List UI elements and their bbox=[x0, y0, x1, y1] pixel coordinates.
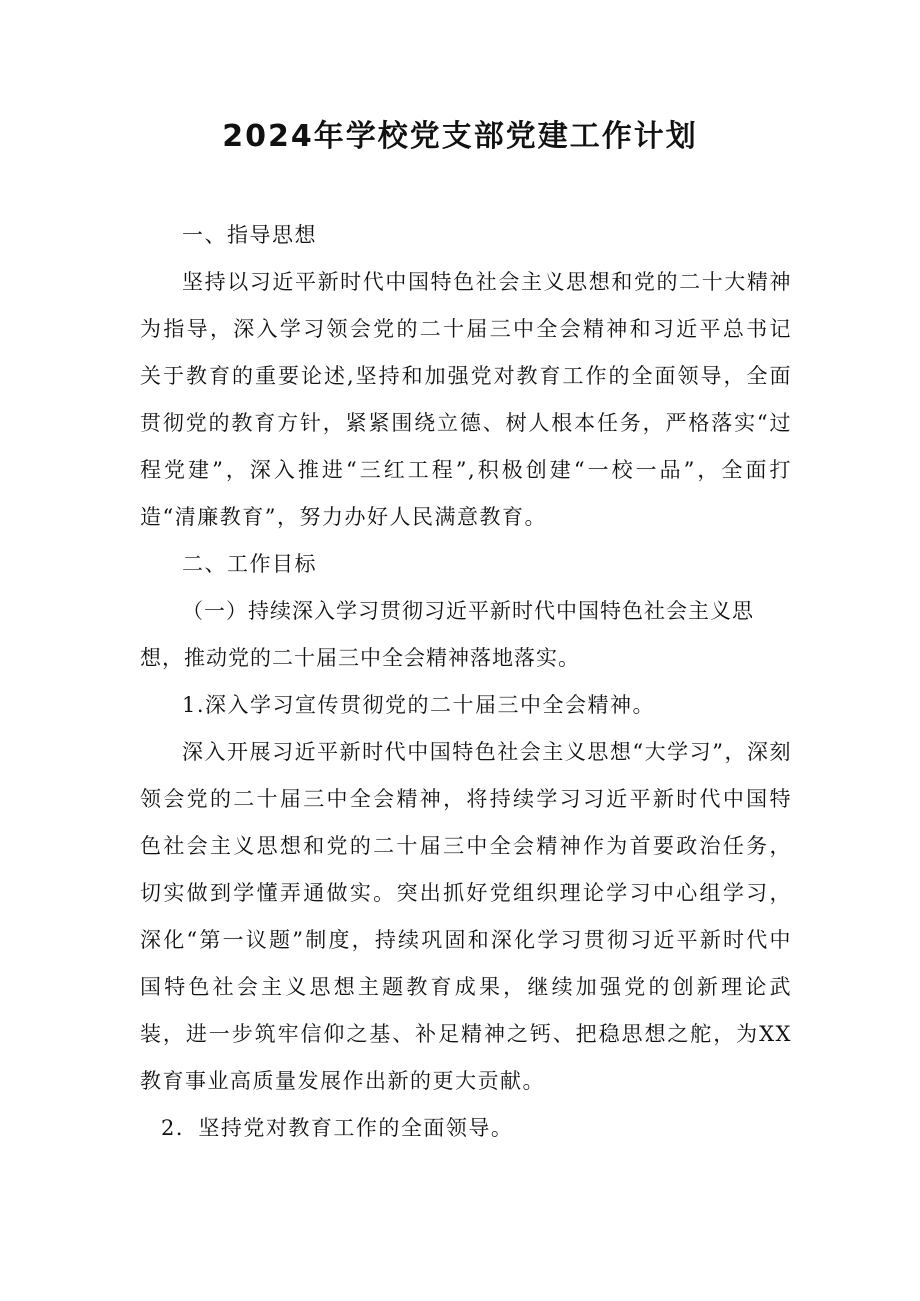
work-goal-item-1-paragraph: 深入开展习近平新时代中国特色社会主义思想“大学习”，深刻领会党的二十届三中全会精神，将持续学习习近平新时代中国特色社会主义思想和党的二十届三中全会精神作为首要政治任务，切实做到学懂弄通做实。突出抓好党组织理论学习中心组学习，深化“第一议题”制度，持续巩固和深化学习贯彻习近平新时代中国特色社会主义思想主题教育成果，继续加强党的创新理论武装，进一步筑牢信仰之基、补足精神之钙、把稳思想之舵，为XX教育事业高质量发展作出新的更大贡献。 bbox=[140, 740, 792, 1093]
guiding-thought-paragraph: 坚持以习近平新时代中国特色社会主义思想和党的二十大精神为指导，深入学习领会党的二十届三中全会精神和习近平总书记关于教育的重要论述,坚持和加强党对教育工作的全面领导，全面贯彻党的教育方针，紧紧围绕立德、树人根本任务，严格落实“过程党建”，深入推进“三红工程”,积极创建“一校一品”，全面打造“清廉教育”，努力办好人民满意教育。 bbox=[140, 270, 792, 529]
section-heading-guiding-thought: 一、指导思想 bbox=[182, 223, 317, 247]
work-goal-item-1: 1.深入学习宣传贯彻党的二十届三中全会精神。 bbox=[182, 693, 656, 717]
document-body bbox=[140, 212, 792, 1152]
work-goal-item-2: 2．坚持党对教育工作的全面领导。 bbox=[161, 1116, 514, 1140]
work-goal-subheading-1: （一）持续深入学习贯彻习近平新时代中国特色社会主义思想，推动党的二十届三中全会精神落地落实。 bbox=[140, 599, 754, 670]
document-title: 2024年学校党支部党建工作计划 bbox=[222, 119, 698, 154]
section-heading-work-goals: 二、工作目标 bbox=[182, 552, 317, 576]
